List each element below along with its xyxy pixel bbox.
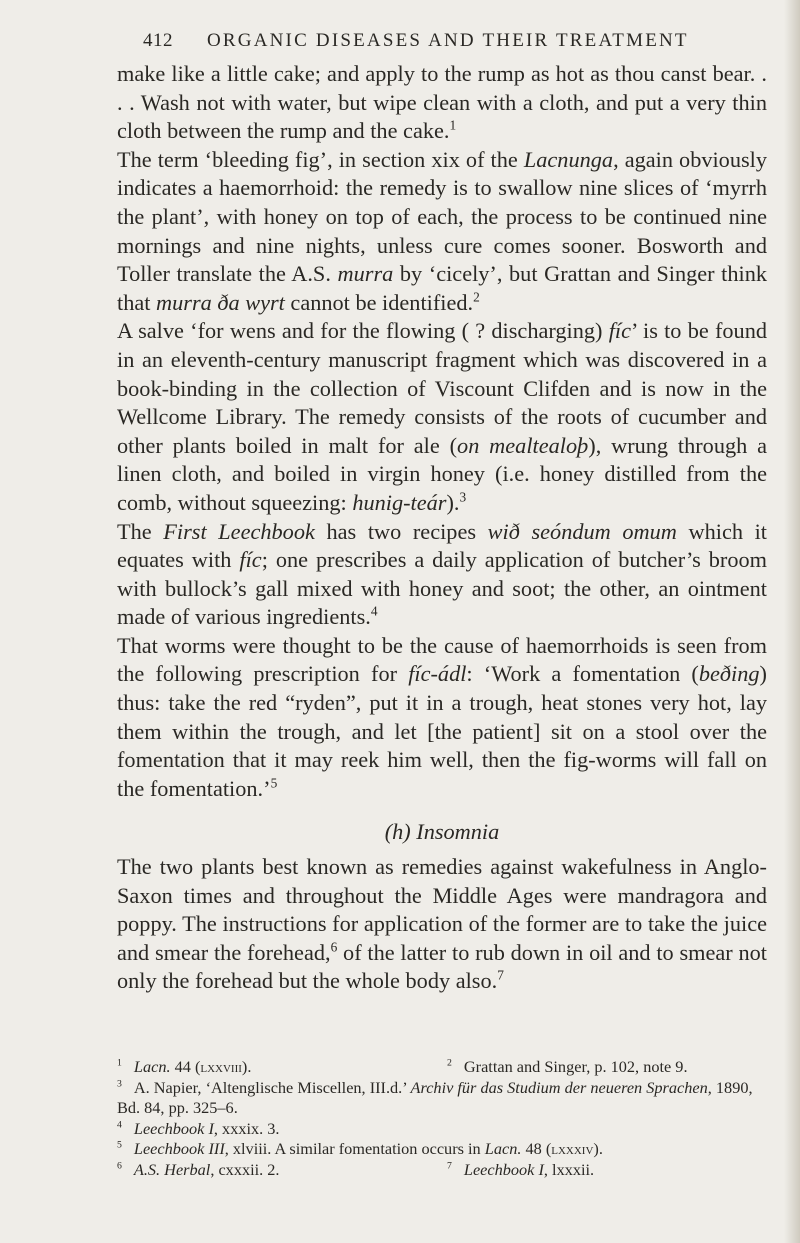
footnote-row: [117, 1160, 767, 1181]
footnote-ref: 7: [497, 967, 504, 983]
text-run: ).: [446, 489, 460, 515]
text-run: 44 (: [170, 1057, 201, 1076]
text-run: The two plants best known as remedies against wakefulness in Anglo-Saxon times and throughout the Middle Ages were mandragora and poppy. The instructions for application of the former are to take the juice and smear the forehead,: [117, 854, 767, 965]
italic-text: on mealtealoþ: [457, 432, 589, 458]
italic-text: Leechbook I: [133, 1118, 214, 1138]
text-run: : ‘Work a fomentation (: [466, 661, 699, 687]
footnote: $^6$ A.S. Herbal, cxxxii. 2.: [117, 1159, 280, 1179]
footnote-ref: 1: [449, 117, 457, 133]
running-header: [143, 30, 689, 52]
page-edge-shadow: [784, 0, 800, 1243]
footnote-ref: 4: [370, 603, 378, 619]
text-run: ), wrung through a linen cloth, and boiled in virgin honey (i.e. honey distilled from the comb, without squeezing:: [117, 432, 768, 515]
text-run: 48 (: [521, 1139, 552, 1158]
page-number: 412: [143, 30, 173, 51]
italic-text: murra ða wyrt: [156, 289, 285, 315]
italic-text: fíc: [608, 318, 631, 344]
text-run: ; one prescribes a daily application of butcher’s broom with bullock’s gall mixed with honey and soot; the other, an ointment made of various ingredients.: [117, 547, 767, 630]
text-run: of the latter to rub down in oil and to smear not only the forehead but the whole body also.: [117, 939, 767, 994]
footnote: $^3$ A. Napier, ‘Altenglische Miscellen, III.d.’ Archiv für das Studium der neueren Sprachen, 1890, Bd. 84, pp. 325–6.: [117, 1077, 753, 1117]
running-title: ORGANIC DISEASES AND THEIR TREATMENT: [207, 30, 689, 51]
text-run: ’ is to be found in an eleventh-century manuscript fragment which was discovered in a book-binding in the collection of Viscount Clifden and is now in the Wellcome Library. The remedy consists of the roots of cucumber and other plants boiled in malt for ale (: [117, 318, 767, 458]
italic-text: First Leechbook: [163, 518, 315, 544]
text-run: A salve ‘for wens and for the flowing ( ? discharging): [117, 318, 609, 344]
italic-text: murra: [337, 261, 394, 287]
text-run: The: [117, 518, 164, 544]
text-run: , again obviously indicates a haemorrhoid: the remedy is to swallow nine slices of ‘myrrh the plant’, with honey on top of each, the process to be continued nine mornings and nine nights, unless cure comes sooner. Bosworth and Toller translate the A.S.: [117, 146, 768, 287]
italic-text: Lacn.: [484, 1139, 522, 1158]
footnote-ref: 5: [270, 775, 278, 791]
footnote: $^7$ Leechbook I, lxxxii.: [447, 1159, 595, 1179]
paragraph: [117, 317, 767, 517]
section-title: Insomnia: [416, 819, 500, 845]
text-run: ) thus: take the red “ryden”, put it in a trough, heat stones very hot, lay them within the trough, and let [the patient] sit on a stool over the fomentation that it may reek him well, then the fig-worms will fall on the fomentation.’: [117, 661, 767, 801]
paragraph: [117, 632, 767, 804]
text-run: by ‘cicely’, but Grattan and Singer think that: [117, 261, 768, 315]
text-run: That worms were thought to be the cause of haemorrhoids is seen from the following prescription for: [117, 632, 767, 687]
text-run: , 1890, Bd. 84, pp. 325–6.: [117, 1077, 753, 1117]
italic-text: Lacnunga: [523, 146, 614, 172]
text-run: ).: [241, 1057, 252, 1076]
footnote-ref: 6: [330, 939, 338, 955]
footnote: $^1$ Lacn. 44 (lxxviii).: [117, 1057, 252, 1076]
paragraph: [117, 146, 767, 318]
small-caps-text: lxxviii: [200, 1057, 242, 1076]
italic-text: fíc-ádl: [408, 661, 467, 687]
italic-text: A.S. Herbal: [133, 1159, 211, 1179]
text-run: Grattan and Singer, p. 102, note 9.: [463, 1057, 688, 1076]
italic-text: beðing: [698, 661, 760, 687]
text-run: which it equates with: [117, 518, 767, 573]
text-run: , xxxix. 3.: [213, 1118, 280, 1138]
paragraph: [117, 60, 767, 146]
footnotes: [117, 1057, 767, 1180]
footnote: $^5$ Leechbook III, xlviii. A similar fomentation occurs in Lacn. 48 (lxxxiv).: [117, 1139, 603, 1158]
footnote-ref: 3: [459, 489, 467, 505]
paragraph: [117, 518, 767, 632]
section-heading: [117, 818, 767, 847]
text-run: , cxxxii. 2.: [210, 1159, 280, 1179]
text-run: A. Napier, ‘Altenglische Miscellen, III.d.’: [133, 1077, 411, 1097]
text-run: The term ‘bleeding fig’, in section xix of the: [117, 146, 524, 172]
italic-text: hunig-teár: [352, 489, 447, 515]
italic-text: Leechbook III: [133, 1139, 225, 1158]
italic-text: fíc: [239, 547, 262, 573]
paragraph: [117, 853, 767, 996]
text-run: cannot be identified.: [284, 289, 474, 315]
text-run: make like a little cake; and apply to the rump as hot as thou canst bear. . . . Wash not with water, but wipe clean with a cloth, and put a very thin cloth between the rump and the cake.: [117, 61, 767, 144]
footnote-ref: 2: [473, 289, 480, 305]
text-run: , lxxxii.: [543, 1159, 595, 1179]
italic-text: Archiv für das Studium der neueren Sprachen: [410, 1077, 708, 1097]
footnote: $^2$ Grattan and Singer, p. 102, note 9.: [447, 1057, 688, 1076]
italic-text: Lacn.: [133, 1057, 171, 1076]
italic-text: Leechbook I: [463, 1159, 544, 1179]
italic-text: wið seóndum omum: [487, 518, 677, 544]
footnote-row: [117, 1057, 767, 1078]
main-text: [117, 60, 767, 996]
section-label: (h): [384, 819, 411, 845]
footnote: $^4$ Leechbook I, xxxix. 3.: [117, 1118, 280, 1138]
text-run: , xlviii. A similar fomentation occurs in: [224, 1139, 485, 1158]
text-run: has two recipes: [314, 518, 488, 544]
text-run: ).: [593, 1139, 603, 1158]
small-caps-text: lxxxiv: [551, 1139, 594, 1158]
